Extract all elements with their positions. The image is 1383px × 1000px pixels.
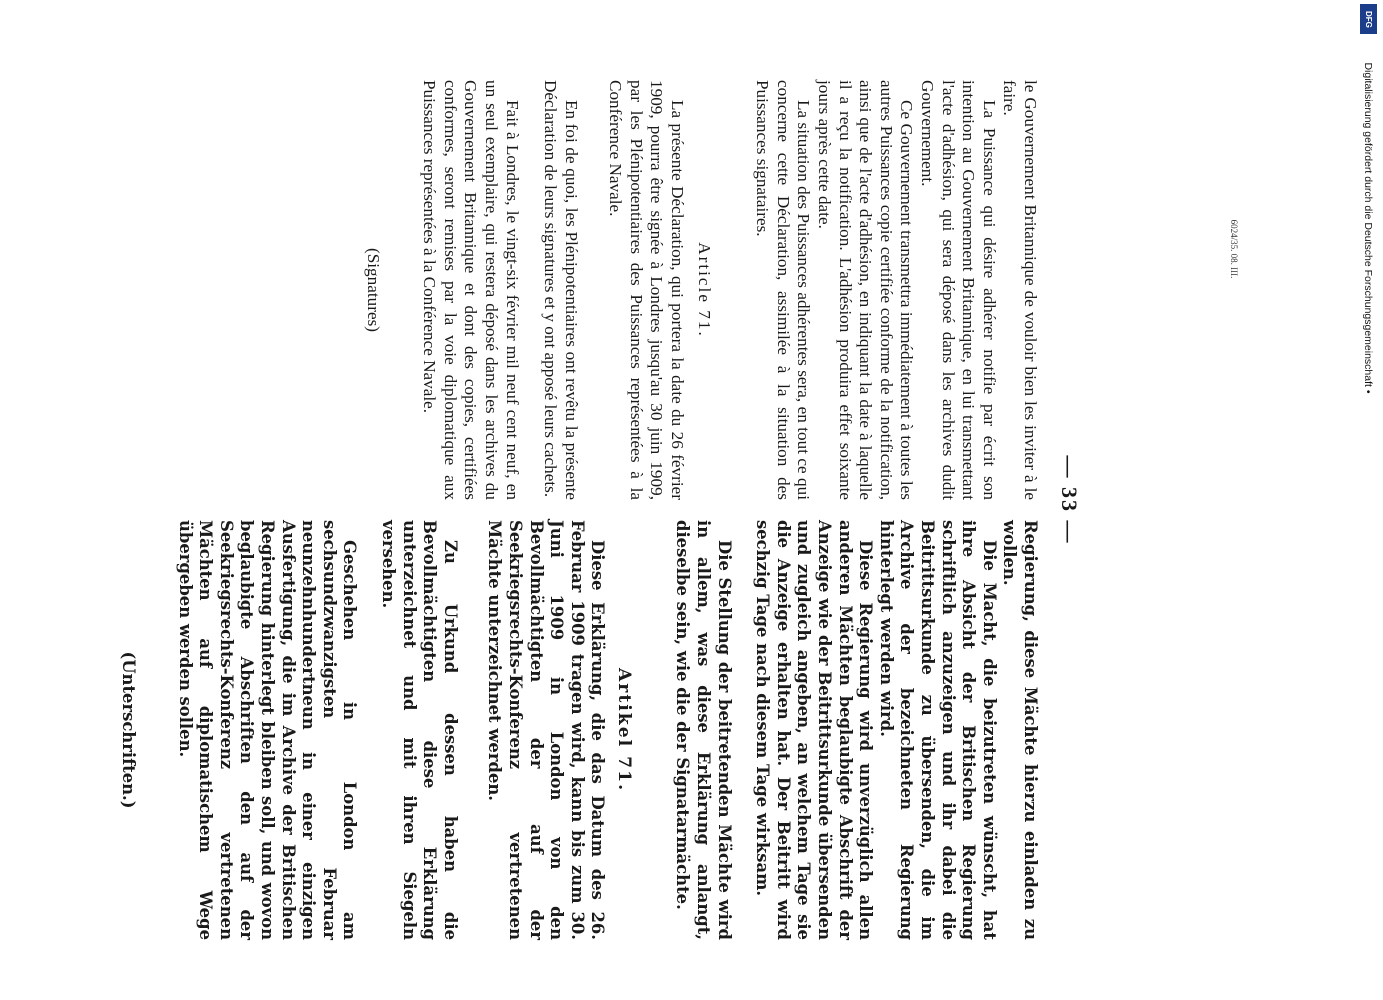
french-paragraph: La présente Déclaration, qui portera la date du 26 février 1909, pourra être signée à Londres jusqu'au 30 juin 1909, par les Plénipotentiaires des Puissances représentées à la Conférence Navale. [606,80,688,500]
french-paragraph: Ce Gouvernement transmettra immédiatement à toutes les autres Puissances copie certifiée conforme de la notification, ainsi que de l'acte d'adhésion, en indiquant la date à laquelle il a reçu la notification. L'adhésion produira effet soixante jours après cette date. [815,80,917,500]
french-paragraph: le Gouvernement Britannique de vouloir bien les inviter à le faire. [1000,80,1040,500]
german-paragraph: Regierung, diese Mächte hierzu einladen zu wollen. [1000,520,1040,940]
german-paragraph: Die Stellung der beitretenden Mächte wird in allem, was diese Erklärung anlangt, dieselbe sein, wie die der Signatarmächte. [673,520,734,940]
german-paragraph: Zu Urkund dessen haben die Bevollmächtigten diese Erklärung unterzeichnet und mit ihren Siegeln versehen. [378,520,460,940]
dfg-logo-icon: DFG [1360,4,1377,34]
rotated-page-content [119,0,1090,1000]
page-number: — 33 — [1057,455,1082,545]
french-paragraph: Fait à Londres, le vingt-six février mil neuf cent neuf, en un seul exemplaire, qui restera déposé dans les archives du Gouvernement Britannique et dont des copies, certifiées conformes, seront remises par la voie diplomatique aux Puissances représentées à la Conférence Navale. [420,80,522,500]
print-stamp [1224,194,1244,304]
french-paragraph: La situation des Puissances adhérentes sera, en tout ce qui concerne cette Déclaration, assimilée à la situation des Puissances signataires. [753,80,814,500]
print-stamp-text: 6024/35. 08. III. [1229,219,1239,279]
french-signatures: (Signatures) [363,247,383,332]
french-paragraph: La Puissance qui désire adhérer notifie par écrit son intention au Gouvernement Britannique, en lui transmettant l'acte d'adhésion, qui sera déposé dans les archives dudit Gouvernement. [918,80,999,500]
french-column [362,80,1040,500]
digitization-credit-text: Digitalisierung gefördert durch die Deutsche Forschungsgemeinschaft • [1362,62,1374,394]
french-article-heading: Article 71. [694,242,714,338]
digitization-credit [1357,36,1379,420]
french-paragraph: En foi de quoi, les Plénipotentiaires ont revêtu la présente Déclaration de leurs signatures et y ont apposé leurs cachets. [541,80,581,500]
german-column [117,520,1040,940]
german-paragraph: Diese Regierung wird unverzüglich allen anderen Mächten beglaubigte Abschrift der Anzeige wie der Beitrittsurkunde übersenden und zugleich angeben, an welchem Tage sie die Anzeige erhalten hat. Der Beitritt wird sechzig Tage nach diesem Tage wirksam. [753,520,876,940]
german-article-heading: Artikel 71. [613,667,634,793]
german-signatures: (Unterschriften.) [119,651,139,809]
german-paragraph: Geschehen in London am sechsundzwanzigsten Februar neunzehnhundertneun in einer einzigen Ausfertigung, die im Archive der Britischen Regierung hinterlegt bleiben soll, und wovon beglaubigte Abschriften den auf der Seekriegsrechts-Konferenz vertretenen Mächten auf diplomatischem Wege übergeben werden sollen. [175,520,360,940]
german-paragraph: Die Macht, die beizutreten wünscht, hat ihre Absicht der Britischen Regierung schriftlich anzuzeigen und ihr dabei die Beitrittsurkunde zu übersenden, die im Archive der bezeichneten Regierung hinterlegt werden wird. [876,520,999,940]
german-paragraph: Diese Erklärung, die das Datum des 26. Februar 1909 tragen wird, kann bis zum 30. Juni 1909 in London von den Bevollmächtigten der auf der Seekriegsrechts-Konferenz vertretenen Mächte unterzeichnet werden. [485,520,608,940]
